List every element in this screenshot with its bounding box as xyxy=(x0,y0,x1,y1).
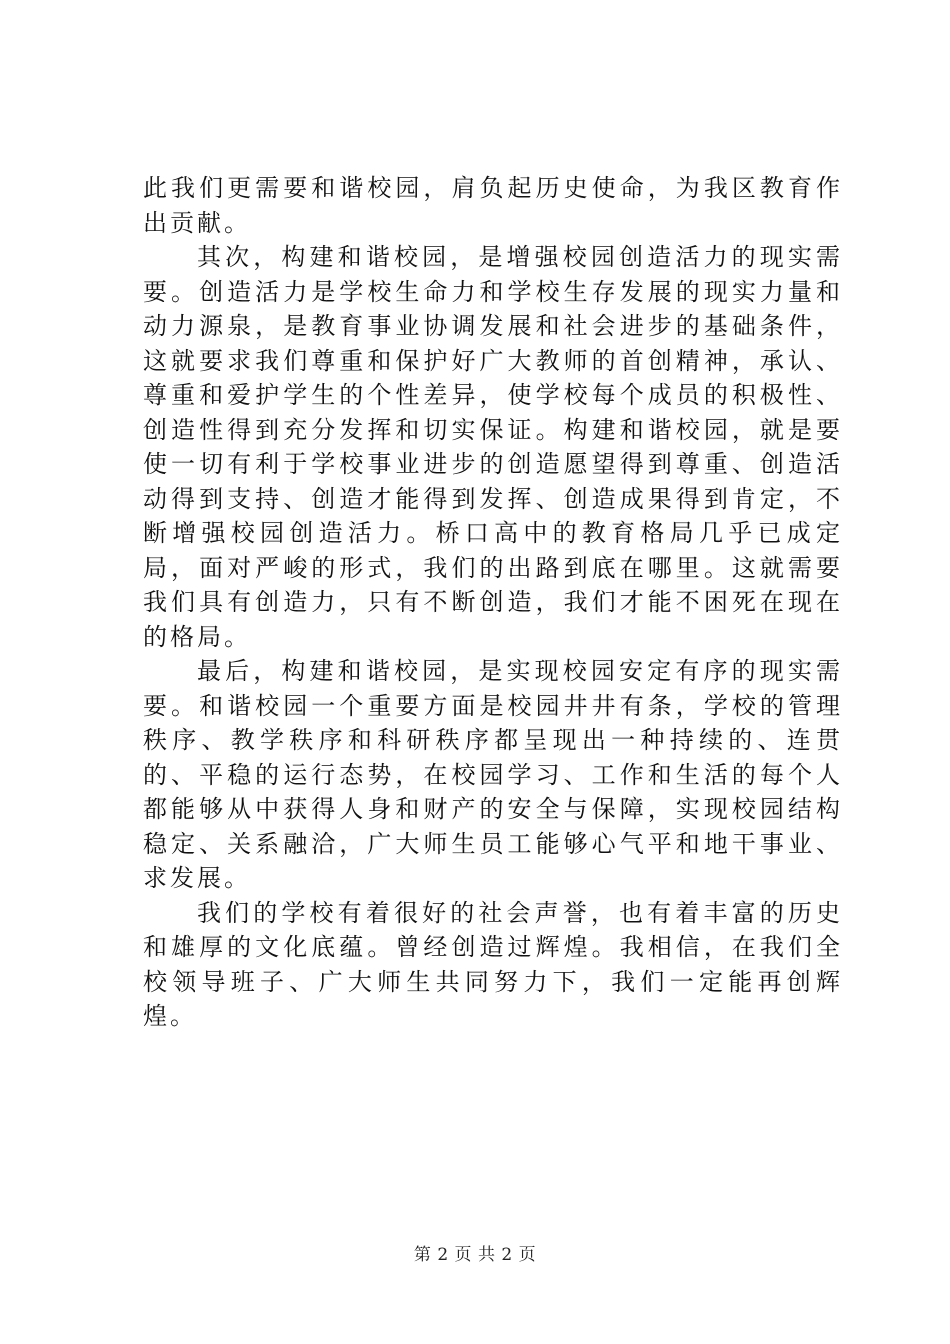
paragraph-continuation: 此我们更需要和谐校园，肩负起历史使命，为我区教育作出贡献。 xyxy=(143,174,843,237)
paragraph-creativity: 其次，构建和谐校园，是增强校园创造活力的现实需要。创造活力是学校生命力和学校生存发展的现实力量和动力源泉，是教育事业协调发展和社会进步的基础条件，这就要求我们尊重和保护好广大教师的首创精神，承认、尊重和爱护学生的个性差异，使学校每个成员的积极性、创造性得到充分发挥和切实保证。构建和谐校园，就是要使一切有利于学校事业进步的创造愿望得到尊重、创造活动得到支持、创造才能得到发挥、创造成果得到肯定，不断增强校园创造活力。桥口高中的教育格局几乎已成定局，面对严峻的形式，我们的出路到底在哪里。这就需要我们具有创造力，只有不断创造，我们才能不困死在现在的格局。 xyxy=(143,243,843,651)
document-body xyxy=(143,171,843,1034)
paragraph-conclusion: 我们的学校有着很好的社会声誉，也有着丰富的历史和雄厚的文化底蕴。曾经创造过辉煌。我相信，在我们全校领导班子、广大师生共同努力下，我们一定能再创辉煌。 xyxy=(143,898,843,1030)
paragraph-order: 最后，构建和谐校园，是实现校园安定有序的现实需要。和谐校园一个重要方面是校园井井有条，学校的管理秩序、教学秩序和科研秩序都呈现出一种持续的、连贯的、平稳的运行态势，在校园学习、工作和生活的每个人都能够从中获得人身和财产的安全与保障，实现校园结构稳定、关系融洽，广大师生员工能够心气平和地干事业、求发展。 xyxy=(143,657,843,892)
page-number-footer: 第 2 页 共 2 页 xyxy=(413,1245,537,1265)
